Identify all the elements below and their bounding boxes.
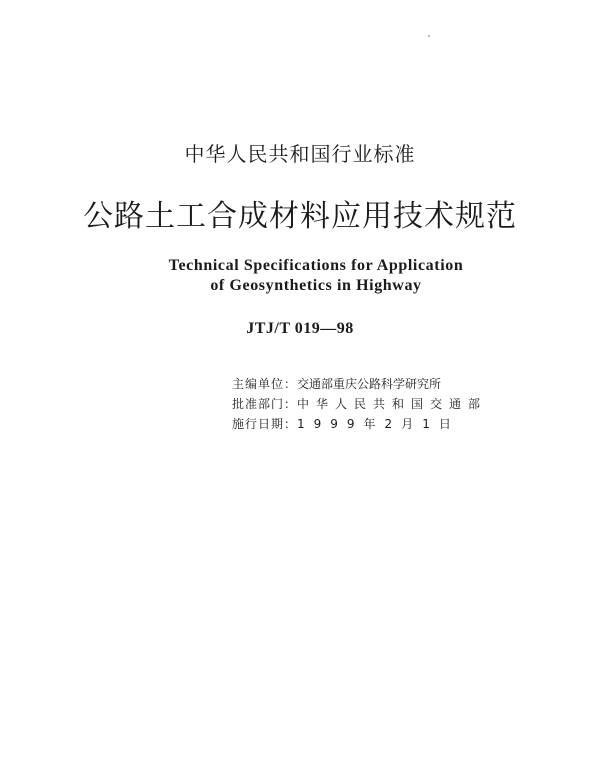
approver-value: 中华人民共和国交通部	[297, 397, 488, 411]
approver-label: 批准部门：	[232, 397, 298, 411]
english-title-line-2: of Geosynthetics in Highway	[210, 277, 422, 294]
standard-category: 中华人民共和国行业标准	[184, 142, 416, 166]
editor-label: 主编单位：	[232, 377, 298, 391]
effective-date-label: 施行日期：	[232, 417, 298, 431]
english-title-line-1: Technical Specifications for Application	[168, 257, 464, 274]
standard-code: JTJ/T 019—98	[246, 320, 354, 337]
editor-row	[232, 374, 487, 394]
chinese-title: 公路土工合成材料应用技术规范	[83, 199, 517, 234]
approver-row	[232, 394, 487, 414]
publication-info	[232, 374, 487, 434]
effective-date-value: 1999年2月1日	[297, 417, 460, 431]
scan-speck	[428, 35, 430, 37]
effective-date-row	[232, 414, 487, 434]
editor-value: 交通部重庆公路科学研究所	[297, 377, 442, 391]
